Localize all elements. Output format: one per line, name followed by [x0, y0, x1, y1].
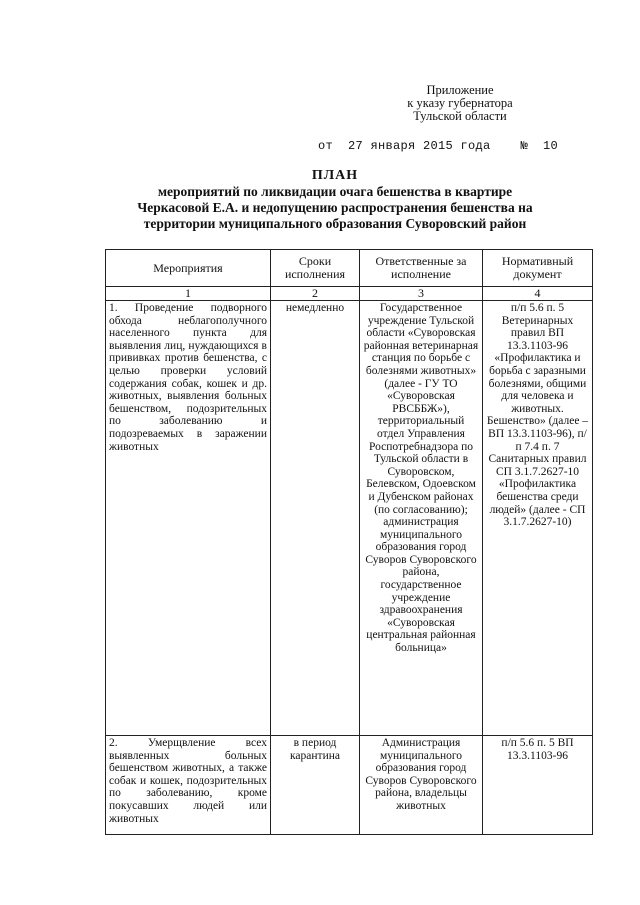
- cell-term: в период карантина: [271, 736, 360, 835]
- title-line: территории муниципального образования Суворовский район: [143, 216, 527, 231]
- column-number-row: [106, 287, 593, 301]
- column-number: 2: [271, 287, 360, 301]
- cell-measure: 1. Проведение подворного обхода неблагополучного населенного пункта для выявления лиц, нуждающихся в прививках против бешенства, с целью проверки условий содержания собак, кошек и др. животных, выявления больных бешенством, подозрительных по заболеванию и подозреваемых в заражении животных: [106, 301, 271, 736]
- column-number: 3: [360, 287, 483, 301]
- column-header-responsible: Ответственные за исполнение: [360, 250, 483, 287]
- title-head: ПЛАН: [311, 168, 359, 183]
- column-number: 4: [483, 287, 593, 301]
- decree-date-number: от 27 января 2015 года № 10: [318, 139, 559, 153]
- column-header-document: Нормативный документ: [483, 250, 593, 287]
- cell-measure: 2. Умерщвление всех выявленных больных бешенством животных, а также собак и кошек, подозрительных по заболеванию, кроме покусавших людей или животных: [106, 736, 271, 835]
- cell-document: п/п 5.6 п. 5 Ветеринарных правил ВП 13.3.1103-96 «Профилактика и борьба с заразными болезнями, общими для человека и животных. Бешенство» (далее – ВП 13.3.1103-96), п/п 7.4 п. 7 Санитарных правил СП 3.1.7.2627-10 «Профилактика бешенства среди людей» (далее - СП 3.1.7.2627-10): [483, 301, 593, 736]
- title-line: мероприятий по ликвидации очага бешенства в квартире: [157, 184, 513, 199]
- column-number: 1: [106, 287, 271, 301]
- cell-responsible: Администрация муниципального образования город Суворов Суворовского района, владельцы животных: [360, 736, 483, 835]
- document-title: [100, 168, 570, 232]
- appendix-line: Тульской области: [413, 109, 507, 123]
- column-header-terms: Сроки исполнения: [271, 250, 360, 287]
- cell-responsible: Государственное учреждение Тульской области «Суворовская районная ветеринарная станция по борьбе с болезнями животных» (далее - ГУ ТО «Суворовская РВСББЖ»), территориальный отдел Управления Роспотребнадзора по Тульской области в Суворовском, Белевском, Одоевском и Дубенском районах (по согласованию); администрация муниципального образования город Суворов Суворовского района, государственное учреждение здравоохранения «Суворовская центральная районная больница»: [360, 301, 483, 736]
- table-row: [106, 736, 593, 835]
- title-line: Черкасовой Е.А. и недопущению распространения бешенства на: [137, 200, 533, 215]
- plan-table: [105, 249, 593, 835]
- column-header-measures: Мероприятия: [106, 250, 271, 287]
- table-header-row: [106, 250, 593, 287]
- cell-term: немедленно: [271, 301, 360, 736]
- appendix-line: Приложение: [426, 83, 494, 97]
- cell-document: п/п 5.6 п. 5 ВП 13.3.1103-96: [483, 736, 593, 835]
- appendix-line: к указу губернатора: [407, 96, 513, 110]
- appendix-header: [385, 84, 535, 123]
- table-row: [106, 301, 593, 736]
